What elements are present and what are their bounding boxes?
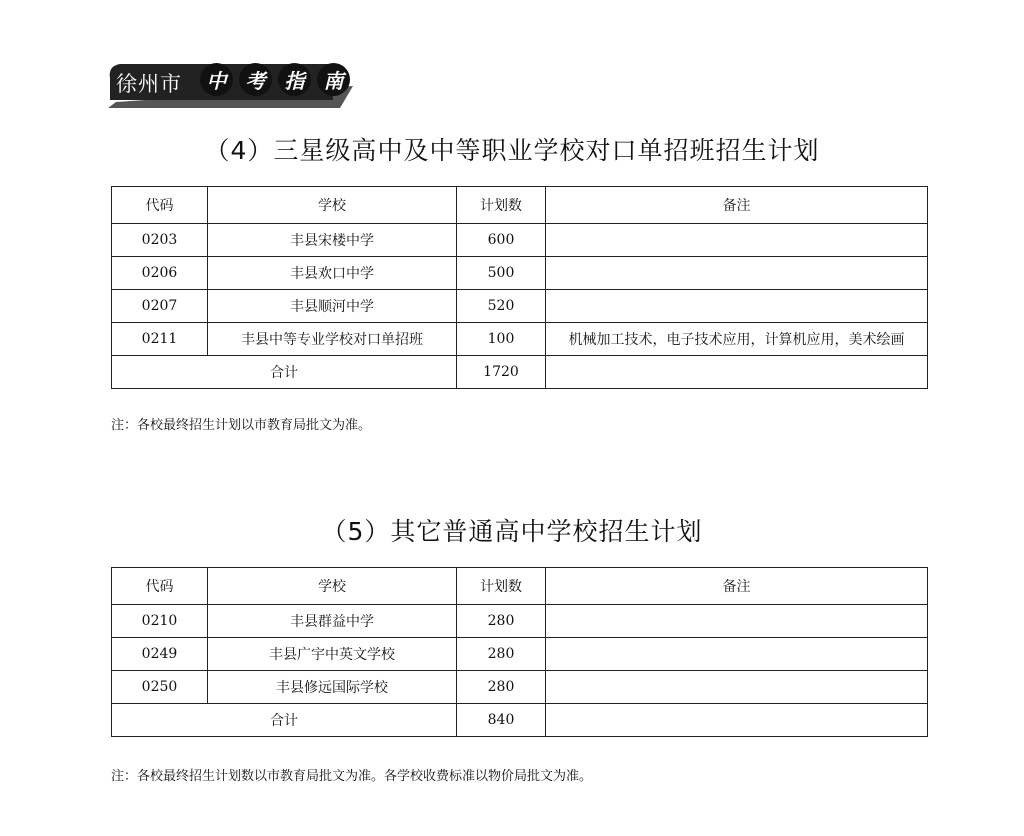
code-cell: 0203 — [112, 224, 208, 257]
school-cell: 丰县欢口中学 — [208, 257, 457, 290]
column-header: 计划数 — [457, 187, 546, 224]
plan-cell: 280 — [457, 671, 546, 704]
table-header-row — [112, 187, 928, 224]
guide-char: 考 — [239, 63, 272, 96]
note-cell — [546, 290, 928, 323]
column-header: 代码 — [112, 568, 208, 605]
column-header: 学校 — [208, 187, 457, 224]
total-label: 合计 — [112, 704, 457, 737]
enrollment-table — [111, 567, 928, 737]
school-cell: 丰县修远国际学校 — [208, 671, 457, 704]
note-cell — [546, 671, 928, 704]
note-cell — [546, 356, 928, 389]
school-cell: 丰县广宇中英文学校 — [208, 638, 457, 671]
note-cell — [546, 257, 928, 290]
plan-cell: 500 — [457, 257, 546, 290]
table-row — [112, 605, 928, 638]
guide-char: 南 — [317, 63, 350, 96]
enrollment-table — [111, 186, 928, 389]
code-cell: 0207 — [112, 290, 208, 323]
school-cell: 丰县顺河中学 — [208, 290, 457, 323]
note-cell — [546, 704, 928, 737]
note-cell — [546, 605, 928, 638]
total-label: 合计 — [112, 356, 457, 389]
total-row — [112, 356, 928, 389]
table-row — [112, 323, 928, 356]
section-title: （5）其它普通高中学校招生计划 — [321, 517, 703, 546]
table-row — [112, 290, 928, 323]
school-cell: 丰县中等专业学校对口单招班 — [208, 323, 457, 356]
note-cell — [546, 224, 928, 257]
section-title: （4）三星级高中及中等职业学校对口单招班招生计划 — [204, 136, 820, 165]
column-header: 备注 — [546, 568, 928, 605]
table-row — [112, 224, 928, 257]
school-cell: 丰县群益中学 — [208, 605, 457, 638]
column-header: 备注 — [546, 187, 928, 224]
column-header: 代码 — [112, 187, 208, 224]
plan-cell: 600 — [457, 224, 546, 257]
header-banner — [108, 58, 353, 110]
note-cell — [546, 638, 928, 671]
footnote: 注：各校最终招生计划以市教育局批文为准。 — [111, 418, 372, 433]
city-name: 徐州市 — [116, 72, 182, 96]
column-header: 计划数 — [457, 568, 546, 605]
total-value: 1720 — [457, 356, 546, 389]
guide-title — [200, 63, 350, 96]
plan-cell: 520 — [457, 290, 546, 323]
table-row — [112, 257, 928, 290]
code-cell: 0249 — [112, 638, 208, 671]
code-cell: 0206 — [112, 257, 208, 290]
code-cell: 0210 — [112, 605, 208, 638]
column-header: 学校 — [208, 568, 457, 605]
total-value: 840 — [457, 704, 546, 737]
code-cell: 0250 — [112, 671, 208, 704]
plan-cell: 280 — [457, 638, 546, 671]
guide-char: 指 — [278, 63, 311, 96]
table-row — [112, 671, 928, 704]
total-row — [112, 704, 928, 737]
guide-char: 中 — [200, 63, 233, 96]
footnote: 注：各校最终招生计划数以市教育局批文为准。各学校收费标准以物价局批文为准。 — [111, 769, 593, 784]
note-cell: 机械加工技术，电子技术应用，计算机应用，美术绘画 — [546, 323, 928, 356]
plan-cell: 280 — [457, 605, 546, 638]
school-cell: 丰县宋楼中学 — [208, 224, 457, 257]
plan-cell: 100 — [457, 323, 546, 356]
code-cell: 0211 — [112, 323, 208, 356]
table-row — [112, 638, 928, 671]
table-header-row — [112, 568, 928, 605]
